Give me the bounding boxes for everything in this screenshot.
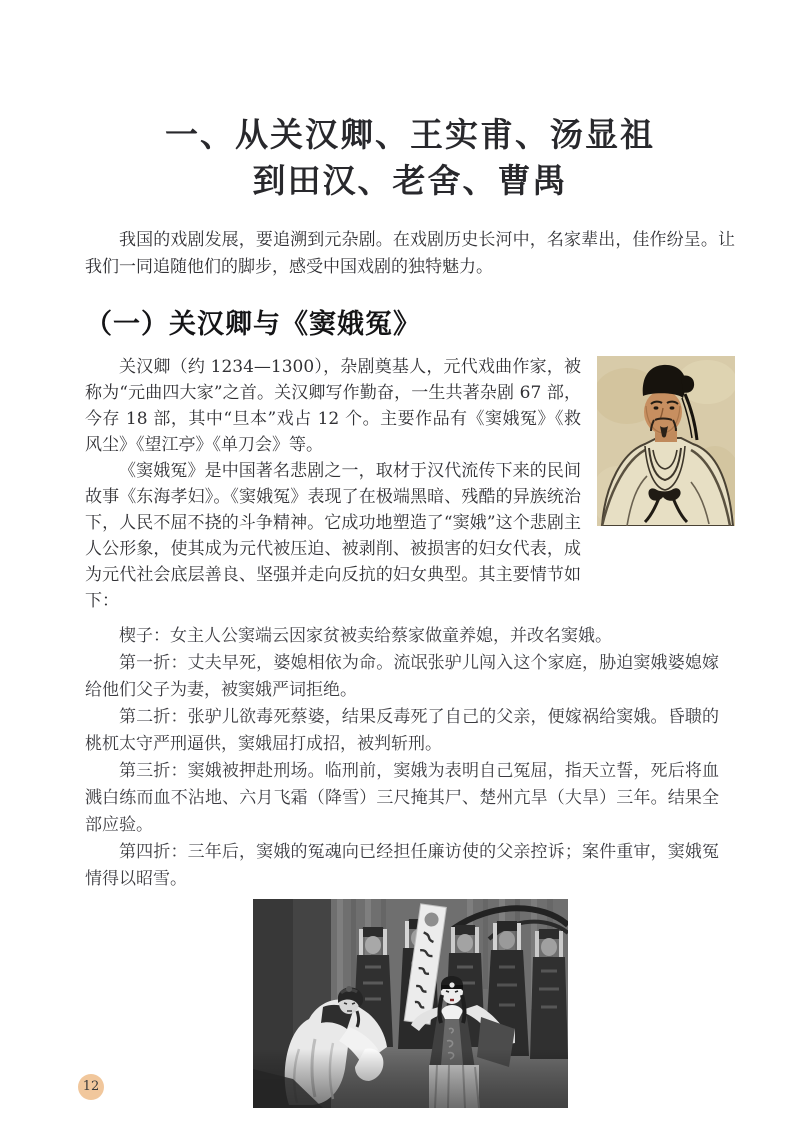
plot-wedge: 楔子：女主人公窦端云因家贫被卖给蔡家做童养媳，并改名窦娥。 xyxy=(119,626,612,646)
page-content xyxy=(85,112,735,1108)
plot-act-4: 第四折：三年后，窦娥的冤魂向已经担任廉访使的父亲控诉；案件重审，窦娥冤情得以昭雪。 xyxy=(85,842,719,889)
plot-act-3: 第三折：窦娥被押赴刑场。临刑前，窦娥为表明自己冤屈，指天立誓，死后将血溅白练而血不沾地、六月飞霜（降雪）三尺掩其尸、楚州亢旱（大旱）三年。结果全部应验。 xyxy=(85,761,719,835)
page-title xyxy=(85,112,735,204)
guan-hanqing-portrait xyxy=(597,356,735,526)
page-title-line1: 一、从关汉卿、王实甫、汤显祖 xyxy=(165,116,655,153)
page-title-line2: 到田汉、老舍、曹禺 xyxy=(252,162,568,199)
body-paragraph-2: 《窦娥冤》是中国著名悲剧之一，取材于汉代流传下来的民间故事《东海孝妇》。《窦娥冤》表现了在极端黑暗、残酷的异族统治下，人民不屈不挠的斗争精神。它成功地塑造了“窦娥”这个悲剧主人公形象，使其成为元代被压迫、被剥削、被损害的妇女代表，成为元代社会底层善良、坚强并走向反抗的妇女典型。其主要情节如下： xyxy=(85,461,581,611)
intro-paragraph: 我国的戏剧发展，要追溯到元杂剧。在戏剧历史长河中，名家辈出，佳作纷呈。让我们一同追随他们的脚步，感受中国戏剧的独特魅力。 xyxy=(85,230,735,277)
body-paragraph-1: 关汉卿（约 1234—1300），杂剧奠基人，元代戏曲作家，被称为“元曲四大家”之首。关汉卿写作勤奋，一生共著杂剧 67 部，今存 18 部，其中“旦本”戏占 12 个。主要作品有《窦娥冤》《救风尘》《望江亭》《单刀会》等。 xyxy=(85,357,581,455)
plot-synopsis-block xyxy=(85,623,735,893)
main-text-block xyxy=(85,354,735,614)
stage-photo-illustration xyxy=(253,899,568,1108)
page-number-badge: 12 xyxy=(78,1074,104,1100)
dou-e-yuan-stage-photo xyxy=(253,899,568,1108)
section-heading: （一）关汉卿与《窦娥冤》 xyxy=(85,309,421,340)
plot-act-2: 第二折：张驴儿欲毒死蔡婆，结果反毒死了自己的父亲，便嫁祸给窦娥。昏聩的桃杌太守严刑逼供，窦娥屈打成招，被判斩刑。 xyxy=(85,707,719,754)
portrait-illustration xyxy=(597,356,735,526)
plot-act-1: 第一折：丈夫早死，婆媳相依为命。流氓张驴儿闯入这个家庭，胁迫窦娥婆媳嫁给他们父子为妻，被窦娥严词拒绝。 xyxy=(85,653,719,700)
